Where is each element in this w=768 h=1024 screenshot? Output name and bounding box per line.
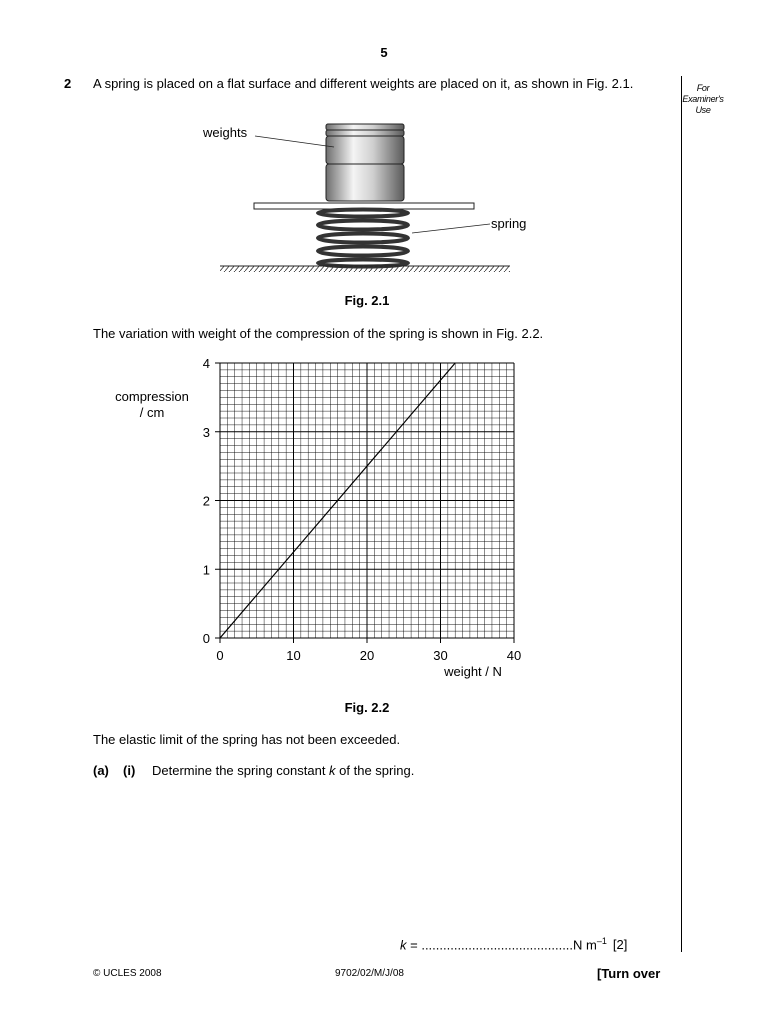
spring-weights-illustration — [200, 115, 540, 275]
examiner-margin-rule — [681, 76, 682, 952]
weights-leader-line — [255, 136, 334, 147]
spring-leader-line — [412, 224, 490, 233]
y-tick-label: 1 — [202, 562, 210, 578]
examiner-margin-label: For Examiner's Use — [682, 83, 724, 115]
weights-stack — [326, 124, 404, 201]
y-tick-label: 0 — [202, 631, 210, 646]
elastic-limit-text: The elastic limit of the spring has not been exceeded. — [93, 732, 401, 747]
x-axis-label: weight / N — [444, 664, 502, 679]
footer-paper-code: 9702/02/M/J/08 — [335, 968, 404, 979]
y-axis-label-line2: / cm — [139, 405, 165, 420]
spring-label: spring — [491, 216, 527, 231]
turn-over: [Turn over — [597, 966, 661, 981]
answer-dots: .......................................... — [421, 937, 574, 953]
answer-unit: N m — [573, 937, 597, 953]
figure-2-2-caption: Fig. 2.2 — [344, 700, 390, 715]
y-tick-label: 4 — [202, 356, 210, 371]
part-a-i-question — [152, 763, 414, 778]
page-number: 5 — [380, 45, 388, 60]
x-tick-label: 0 — [216, 648, 224, 663]
figure-2-1-caption: Fig. 2.1 — [344, 293, 390, 308]
graph-ticks — [203, 356, 521, 663]
question-intro: A spring is placed on a flat surface and different weights are placed on it, as shown in Fig. 2.1. — [93, 76, 634, 91]
weights-label: weights — [203, 125, 248, 140]
part-a-i-text-after: of the spring. — [335, 763, 415, 778]
answer-equals: = — [406, 937, 422, 953]
compression-weight-graph — [100, 350, 540, 685]
figure-2-2-intro: The variation with weight of the compression of the spring is shown in Fig. 2.2. — [93, 326, 544, 341]
y-tick-label: 3 — [202, 424, 210, 440]
spring-coil — [318, 210, 408, 267]
x-tick-label: 40 — [506, 648, 522, 663]
answer-marks: [2] — [612, 937, 628, 953]
spring-constant-symbol: k — [329, 763, 336, 778]
answer-unit-exponent: –1 — [596, 936, 607, 946]
ground-surface — [220, 266, 510, 272]
footer-copyright: © UCLES 2008 — [93, 968, 162, 979]
answer-line-k[interactable] — [400, 936, 627, 952]
part-a-label: (a) — [93, 763, 109, 778]
answer-symbol: k — [400, 937, 407, 953]
part-a-i-text-before: Determine the spring constant — [152, 763, 330, 778]
part-a-i-label: (i) — [123, 763, 136, 778]
x-tick-label: 30 — [433, 648, 448, 663]
x-tick-label: 10 — [286, 648, 301, 663]
y-tick-label: 2 — [202, 493, 210, 509]
graph-grid — [220, 363, 514, 638]
x-tick-label: 20 — [359, 648, 375, 663]
y-axis-label-line1: compression — [115, 389, 189, 404]
question-number: 2 — [64, 76, 72, 91]
